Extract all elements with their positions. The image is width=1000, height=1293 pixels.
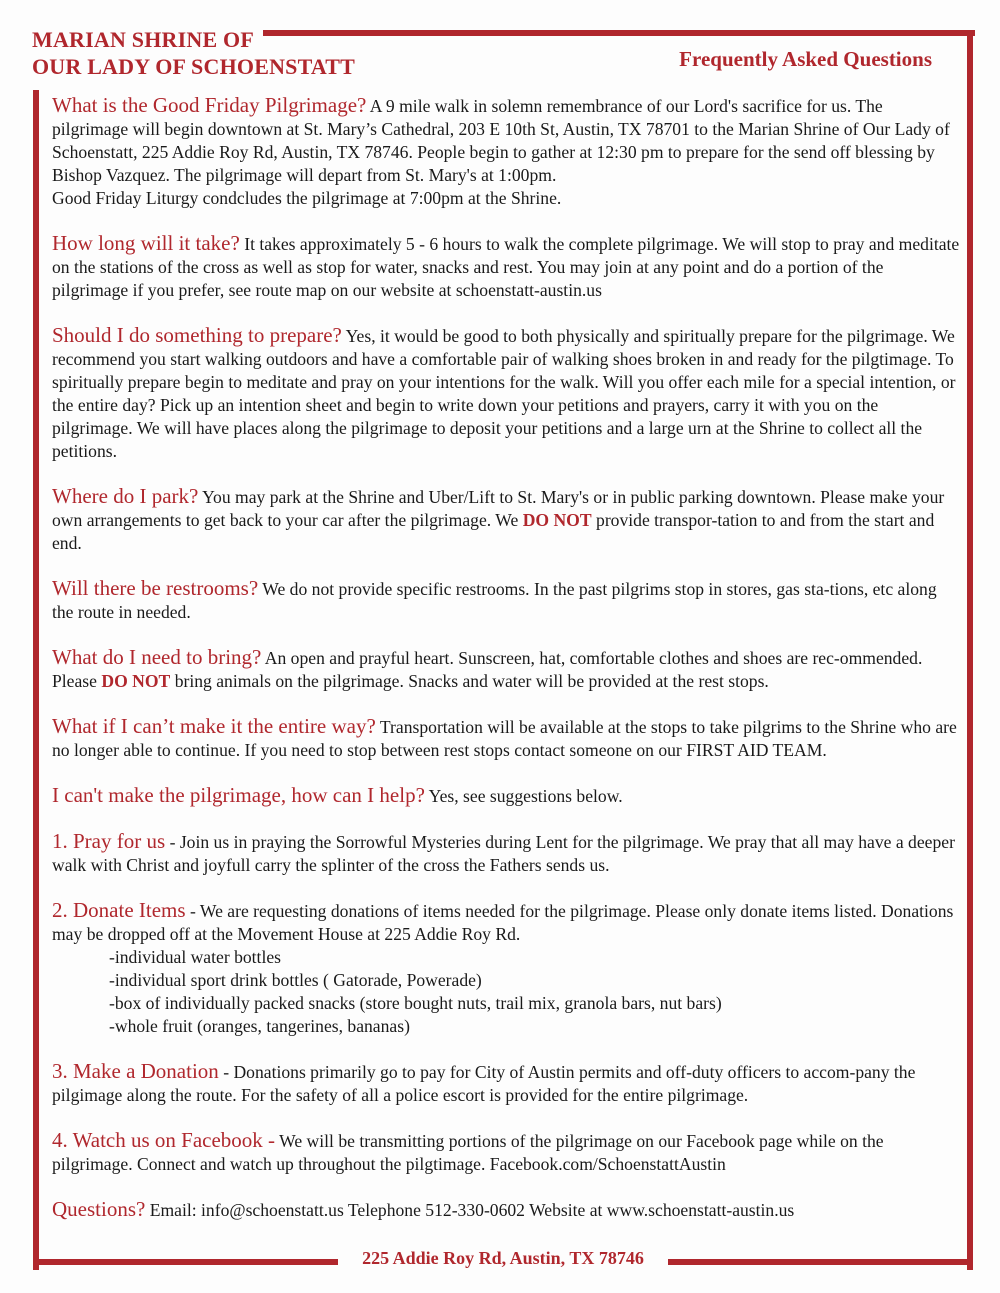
faq-question: What is the Good Friday Pilgrimage? xyxy=(52,93,367,117)
help-title: 4. Watch us on Facebook - xyxy=(52,1128,276,1152)
faq-answer-cont: bring animals on the pilgrimage. Snacks and water will be provided at the rest stops. xyxy=(174,671,769,691)
help-item-pray xyxy=(52,830,962,877)
faq-content xyxy=(52,94,962,1244)
contact-label: Questions? xyxy=(52,1197,146,1221)
contact-line xyxy=(52,1198,962,1222)
donation-list-item: -box of individually packed snacks (store bought nuts, trail mix, granola bars, nut bars) xyxy=(109,993,722,1013)
faq-item-duration xyxy=(52,232,962,302)
help-item-make-donation xyxy=(52,1060,962,1107)
faq-question: I can't make the pilgrimage, how can I help? xyxy=(52,783,425,807)
faq-question: Will there be restrooms? xyxy=(52,576,259,600)
faq-answer-cont: provide transpor-tation to and from the start and end. xyxy=(52,510,935,553)
faq-answer: We do not provide specific restrooms. In the past pilgrims stop in stores, gas sta-tions, etc along the route in needed. xyxy=(52,579,937,622)
donation-list-item: -individual sport drink bottles ( Gatorade, Powerade) xyxy=(109,970,482,990)
faq-item-entire-way xyxy=(52,715,962,762)
faq-answer: An open and prayful heart. Sunscreen, hat, comfortable clothes and shoes are rec-ommended. Please xyxy=(52,648,923,691)
faq-answer: It takes approximately 5 - 6 hours to walk the complete pilgrimage. We will stop to pray and meditate on the stations of the cross as well as stop for water, snacks and rest. You may join at any point and do a portion of the pilgrimage if you prefer, see route map on our website at schoenstatt-austin.us xyxy=(52,234,960,300)
faq-answer: You may park at the Shrine and Uber/Lift to St. Mary's or in public parking downtown. Please make your own arrangements to get back to your car after the pilgrimage. We xyxy=(52,487,945,530)
page-title xyxy=(32,26,355,80)
faq-item-restrooms xyxy=(52,577,962,624)
title-line-1: MARIAN SHRINE OF xyxy=(32,27,254,52)
faq-item-good-friday xyxy=(52,94,962,210)
contact-text: Email: info@schoenstatt.us Telephone 512-330-0602 Website at www.schoenstatt-austin.us xyxy=(149,1200,795,1220)
faq-question: Where do I park? xyxy=(52,484,199,508)
faq-question: Should I do something to prepare? xyxy=(52,323,342,347)
donation-list-item: -individual water bottles xyxy=(109,947,281,967)
faq-item-prepare xyxy=(52,324,962,463)
help-text: - Donations primarily go to pay for City of Austin permits and off-duty officers to accom-pany the pilgimage along the route. For the safety of all a police escort is provided for the entire pilgrimage. xyxy=(52,1062,916,1105)
help-text: - We are requesting donations of items needed for the pilgrimage. Please only donate items listed. Donations may be dropped off at the Movement House at 225 Addie Roy Rd. xyxy=(52,901,954,944)
faq-answer: Yes, see suggestions below. xyxy=(428,786,623,806)
frame-border-top xyxy=(263,30,975,36)
help-title: 1. Pray for us xyxy=(52,829,166,853)
faq-heading: Frequently Asked Questions xyxy=(679,47,932,71)
footer-address: 225 Addie Roy Rd, Austin, TX 78746 xyxy=(362,1248,644,1268)
frame-border-bottom-left xyxy=(33,1259,338,1265)
help-title: 3. Make a Donation xyxy=(52,1059,219,1083)
help-item-facebook xyxy=(52,1129,962,1176)
donation-list-item: -whole fruit (oranges, tangerines, bananas) xyxy=(109,1016,410,1036)
faq-answer: A 9 mile walk in solemn remembrance of our Lord's sacrifice for us. The pilgrimage will begin downtown at St. Mary’s Cathedral, 203 E 10th St, Austin, TX 78701 to the Marian Shrine of Our Lady of Schoenstatt, 225 Addie Roy Rd, Austin, TX 78746. People begin to gather at 12:30 pm to prepare for the send off blessing by Bishop Vazquez. The pilgrimage will depart from St. Mary's at 1:00pm. xyxy=(52,96,950,185)
help-text: - Join us in praying the Sorrowful Mysteries during Lent for the pilgrimage. We pray that all may have a deeper walk with Christ and joyfull carry the splinter of the cross the Fathers sends us. xyxy=(52,832,955,875)
faq-answer: Yes, it would be good to both physically and spiritually prepare for the pilgrimage. We recommend you start walking outdoors and have a comfortable pair of walking shoes broken in and ready for the pilgtimage. To spiritually prepare begin to meditate and pray on your intentions for the walk. Will you offer each mile for a special intention, or the entire day? Pick up an intention sheet and begin to write down your petitions and prayers, carry it with you on the pilgrimage. We will have places along the pilgrimage to deposit your petitions and a large urn at the Shrine to collect all the petitions. xyxy=(52,326,956,461)
faq-item-help xyxy=(52,784,962,808)
help-item-donate-items xyxy=(52,899,962,1038)
emphasis-do-not: DO NOT xyxy=(522,510,592,530)
faq-answer: Transportation will be available at the stops to take pilgrims to the Shrine who are no longer able to continue. If you need to stop between rest stops contact someone on our FIRST AID TEAM. xyxy=(52,717,957,760)
frame-border-right xyxy=(967,30,973,1270)
faq-question: How long will it take? xyxy=(52,231,240,255)
faq-item-parking xyxy=(52,485,962,555)
title-line-2: OUR LADY OF SCHOENSTATT xyxy=(32,54,356,79)
frame-border-left xyxy=(33,90,39,1270)
faq-item-bring xyxy=(52,646,962,693)
faq-question: What if I can’t make it the entire way? xyxy=(52,714,376,738)
emphasis-do-not: DO NOT xyxy=(101,671,171,691)
faq-answer-line2: Good Friday Liturgy condcludes the pilgrimage at 7:00pm at the Shrine. xyxy=(52,188,562,208)
faq-question: What do I need to bring? xyxy=(52,645,262,669)
frame-border-bottom-right xyxy=(668,1259,973,1265)
help-title: 2. Donate Items xyxy=(52,898,186,922)
help-text: We will be transmitting portions of the pilgrimage on our Facebook page while on the pilgrimage. Connect and watch up throughout the pilgtimage. Facebook.com/SchoenstattAustin xyxy=(52,1131,884,1174)
